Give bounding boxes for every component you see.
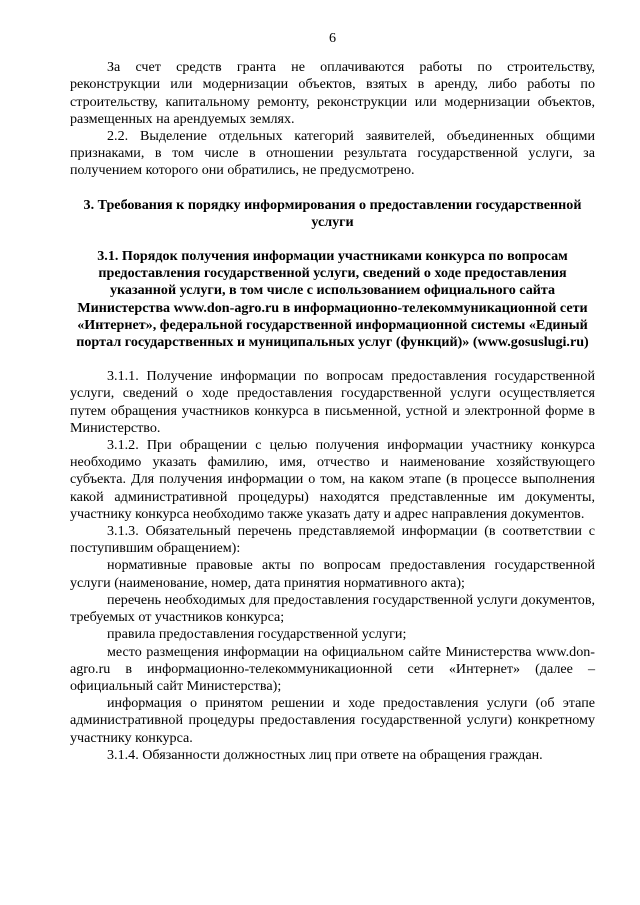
paragraph-3-1-3: 3.1.3. Обязательный перечень представляемой информации (в соответствии с поступившим обращением): <box>70 523 595 557</box>
list-item-documents: перечень необходимых для предоставления государственной услуги документов, требуемых от участников конкурса; <box>70 591 595 626</box>
paragraph-grant-exclusions: За счет средств гранта не оплачиваются работы по строительству, реконструкции или модернизации объектов, взятых в аренду, либо работы по строительству, капитальному ремонту, реконструкции или модернизации объектов, размещенных на арендуемых землях. <box>70 59 595 127</box>
list-item-rules: правила предоставления государственной услуги; <box>107 626 407 643</box>
paragraph-3-1-4: 3.1.4. Обязанности должностных лиц при ответе на обращения граждан. <box>107 746 543 763</box>
subsection-heading-3-1: 3.1. Порядок получения информации участниками конкурса по вопросам предоставления государственной услуги, сведений о ходе предоставления указанной услуги, в том числе с использованием официального сайта Министерства www.don-agro.ru в информационно-телекоммуникационной сети «Интернет», федеральной государственной информационной системы «Единый портал государственных и муниципальных услуг (функций)» (www.gosuslugi.ru) <box>76 248 589 351</box>
list-item-website: место размещения информации на официальном сайте Министерства www.don-agro.ru в информационно-телекоммуникационной сети «Интернет» (далее – официальный сайт Министерства); <box>70 643 595 694</box>
document-page <box>70 30 595 764</box>
paragraph-3-1-2: 3.1.2. При обращении с целью получения информации участнику конкурса необходимо указать фамилию, имя, отчество и наименование хозяйствующего субъекта. Для получения информации о том, на каком этапе (в процессе выполнения какой административной процедуры) находятся представленные им документы, участнику конкурса необходимо также указать дату и адрес направления документов. <box>70 437 595 522</box>
list-item-decision-info: информация о принятом решении и ходе предоставления услуги (об этапе административной процедуры предоставления государственной услуги) конкретному участнику конкурса. <box>70 695 595 746</box>
page-number: 6 <box>328 30 337 46</box>
list-item-normative-acts: нормативные правовые акты по вопросам предоставления государственной услуги (наименование, номер, дата принятия нормативного акта); <box>70 557 595 591</box>
paragraph-2-2: 2.2. Выделение отдельных категорий заявителей, объединенных общими признаками, в том числе в отношении результата государственной услуги, за получением которого они обратились, не предусмотрено. <box>70 128 595 179</box>
section-heading-3: 3. Требования к порядку информирования о предоставлении государственной услуги <box>83 196 582 230</box>
paragraph-3-1-1: 3.1.1. Получение информации по вопросам предоставления государственной услуги, сведений о ходе предоставления государственной услуги осуществляется путем обращения участников конкурса в письменной, устной и электронной форме в Министерство. <box>70 368 595 436</box>
